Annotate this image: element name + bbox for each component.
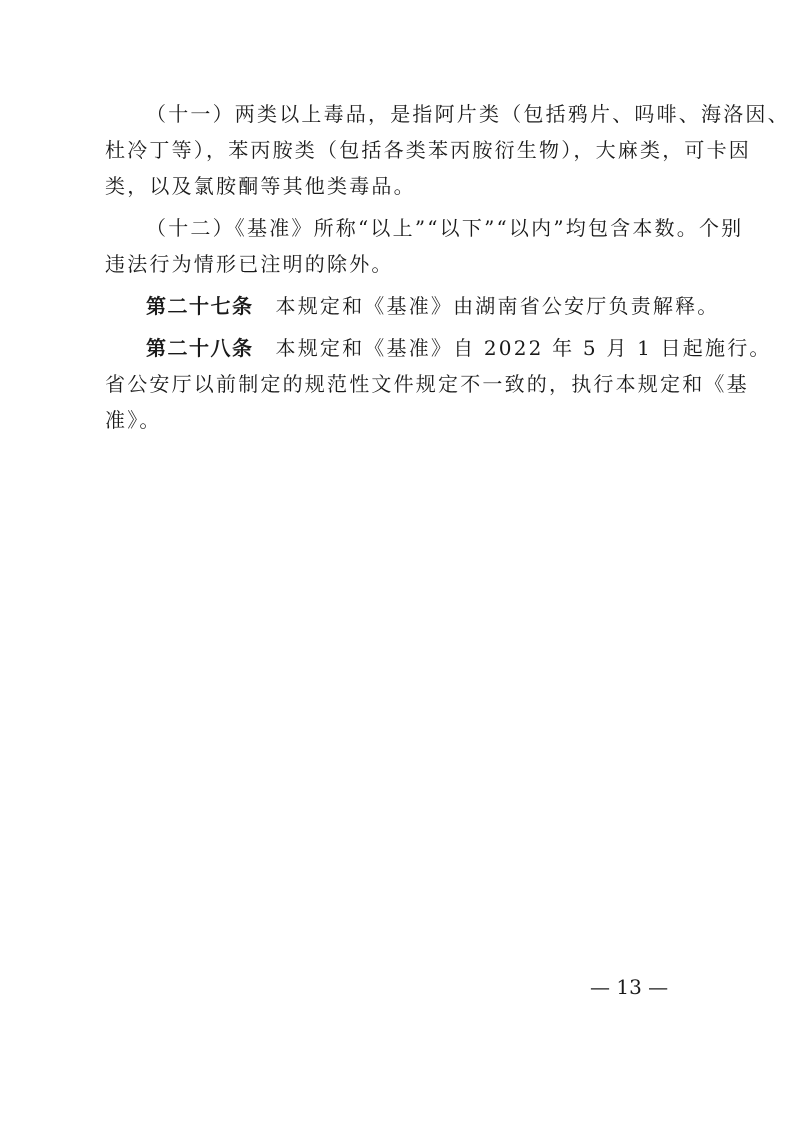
article-28 [105, 330, 772, 438]
article-title: 第二十八条 [146, 336, 254, 360]
article-title: 第二十七条 [146, 294, 254, 318]
paragraph-line: （十一）两类以上毒品，是指阿片类（包括鸦片、吗啡、海洛因、 [146, 102, 790, 126]
article-text: 本规定和《基准》自 2022 年 5 月 1 日起施行。 [275, 336, 772, 360]
article-line: 省公安厅以前制定的规范性文件规定不一致的，执行本规定和《基 [105, 372, 749, 396]
paragraph-line: 类，以及氯胺酮等其他类毒品。 [105, 174, 416, 198]
article-line: 准》。 [105, 408, 162, 432]
paragraph-definition-two-drugs [105, 96, 790, 204]
article-text: 本规定和《基准》由湖南省公安厅负责解释。 [275, 294, 720, 318]
article-27 [105, 288, 720, 324]
article-line [105, 288, 720, 324]
document-body [105, 96, 790, 438]
paragraph-line: 杜冷丁等），苯丙胺类（包括各类苯丙胺衍生物），大麻类，可卡因 [105, 138, 751, 162]
article-line [105, 330, 772, 366]
page-number: — 13 — [590, 975, 669, 999]
paragraph-definition-above-below [105, 210, 744, 282]
paragraph-line: 违法行为情形已注明的除外。 [105, 252, 394, 276]
paragraph-line: （十二）《基准》所称“以上”“以下”“以内”均包含本数。个别 [146, 216, 744, 240]
